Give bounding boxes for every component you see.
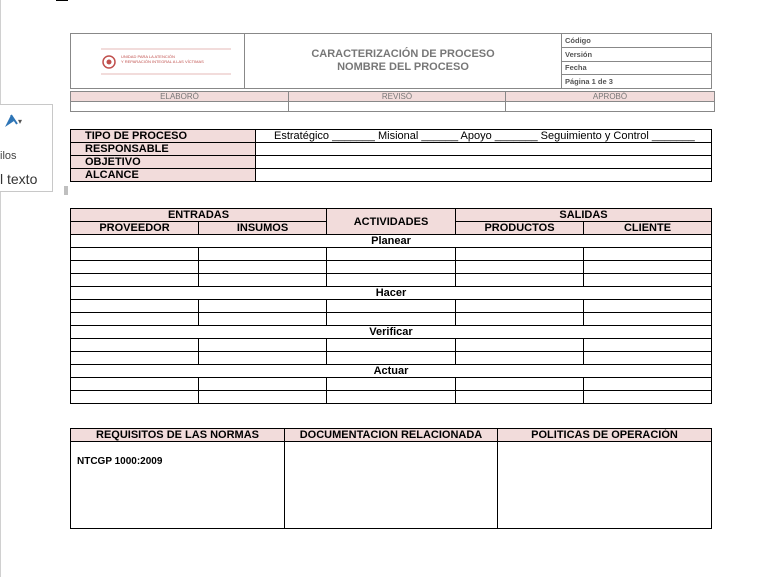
cell[interactable] (199, 391, 327, 404)
chevron-down-icon[interactable]: ▾ (18, 117, 23, 126)
text-label: l texto (0, 171, 38, 187)
elaboro-header: ELABORÓ (71, 92, 289, 102)
phase-hacer: Hacer (71, 287, 712, 300)
proveedor-header: PROVEEDOR (71, 222, 199, 235)
version-field: Versión (562, 47, 712, 61)
insumos-header: INSUMOS (199, 222, 327, 235)
norm-text: NTCGP 1000:2009 (77, 456, 163, 467)
cell[interactable] (456, 313, 584, 326)
objetivo-field[interactable] (256, 156, 712, 169)
cell[interactable] (584, 274, 712, 287)
title-cell (245, 34, 562, 89)
process-name: NOMBRE DEL PROCESO (337, 61, 469, 73)
logo-text: UNIDAD PARA LA ATENCIÓN Y REPARACIÓN INTEGRAL A LAS VÍCTIMAS (121, 54, 204, 64)
tipo-options[interactable]: Estratégico _______ Misional ______ Apoyo _______ Seguimiento y Control _______ (256, 130, 712, 143)
documentacion-header: DOCUMENTACION RELACIONADA (285, 429, 498, 442)
signoff-table (70, 91, 715, 112)
cell[interactable] (199, 313, 327, 326)
reviso-cell[interactable] (289, 102, 506, 112)
cell[interactable] (456, 248, 584, 261)
cell[interactable] (327, 300, 456, 313)
objetivo-label: OBJETIVO (71, 156, 256, 169)
cell[interactable] (584, 352, 712, 365)
cell[interactable] (71, 313, 199, 326)
cell[interactable] (199, 248, 327, 261)
cell[interactable] (456, 339, 584, 352)
cell[interactable] (456, 300, 584, 313)
cell[interactable] (71, 261, 199, 274)
process-info-table (70, 129, 712, 182)
table-row (71, 300, 712, 313)
table-row (71, 339, 712, 352)
alcance-field[interactable] (256, 169, 712, 182)
cell[interactable] (199, 339, 327, 352)
phase-actuar: Actuar (71, 365, 712, 378)
cell[interactable] (327, 248, 456, 261)
alcance-label: ALCANCE (71, 169, 256, 182)
text-cursor (56, 0, 68, 1)
cell[interactable] (327, 274, 456, 287)
responsable-field[interactable] (256, 143, 712, 156)
cell[interactable] (584, 300, 712, 313)
cell[interactable] (327, 391, 456, 404)
cell[interactable] (456, 261, 584, 274)
cell[interactable] (584, 248, 712, 261)
productos-header: PRODUCTOS (456, 222, 584, 235)
cell[interactable] (71, 274, 199, 287)
cell[interactable] (456, 352, 584, 365)
cell[interactable] (584, 391, 712, 404)
cell[interactable] (199, 378, 327, 391)
table-row (71, 248, 712, 261)
code-field: Código (562, 34, 712, 48)
cell[interactable] (456, 378, 584, 391)
word-side-pane (0, 0, 56, 577)
elaboro-cell[interactable] (71, 102, 289, 112)
cell[interactable] (71, 378, 199, 391)
requisitos-header: REQUISITOS DE LAS NORMAS (71, 429, 285, 442)
cell[interactable] (327, 313, 456, 326)
cell[interactable] (327, 352, 456, 365)
aprobo-cell[interactable] (506, 102, 715, 112)
cell[interactable] (71, 248, 199, 261)
cell[interactable] (327, 339, 456, 352)
politicas-header: POLITICAS DE OPERACIÓN (498, 429, 712, 442)
cell[interactable] (199, 352, 327, 365)
table-row (71, 378, 712, 391)
cell[interactable] (584, 313, 712, 326)
activities-table (70, 208, 712, 404)
cell[interactable] (456, 274, 584, 287)
responsable-label: RESPONSABLE (71, 143, 256, 156)
cell[interactable] (584, 339, 712, 352)
cell[interactable] (456, 391, 584, 404)
table-row (71, 313, 712, 326)
politicas-cell[interactable] (498, 442, 712, 529)
page-field: Página 1 de 3 (562, 75, 712, 89)
cell[interactable] (71, 391, 199, 404)
cell[interactable] (199, 274, 327, 287)
requirements-table (70, 428, 712, 529)
cell[interactable] (199, 300, 327, 313)
cell[interactable] (584, 261, 712, 274)
table-row (71, 352, 712, 365)
table-row (71, 391, 712, 404)
cell[interactable] (327, 378, 456, 391)
cell[interactable] (71, 352, 199, 365)
paragraph-marker (64, 186, 68, 195)
cliente-header: CLIENTE (584, 222, 712, 235)
document-title: CARACTERIZACIÓN DE PROCESO (311, 48, 495, 60)
salidas-header: SALIDAS (456, 209, 712, 222)
documentacion-cell[interactable] (285, 442, 498, 529)
cell[interactable] (584, 378, 712, 391)
tipo-label: TIPO DE PROCESO (71, 130, 256, 143)
cell[interactable] (71, 300, 199, 313)
cell[interactable] (199, 261, 327, 274)
requisitos-cell[interactable] (71, 442, 285, 529)
entradas-header: ENTRADAS (71, 209, 327, 222)
actividades-header: ACTIVIDADES (327, 209, 456, 235)
styles-label: ilos (0, 150, 17, 162)
document-header (70, 33, 712, 89)
table-row (71, 261, 712, 274)
logo-cell (71, 34, 245, 89)
phase-verificar: Verificar (71, 326, 712, 339)
cell[interactable] (327, 261, 456, 274)
table-row (71, 274, 712, 287)
phase-planear: Planear (71, 235, 712, 248)
cell[interactable] (71, 339, 199, 352)
aprobo-header: APROBÓ (506, 92, 715, 102)
reviso-header: REVISÓ (289, 92, 506, 102)
date-field: Fecha (562, 61, 712, 75)
